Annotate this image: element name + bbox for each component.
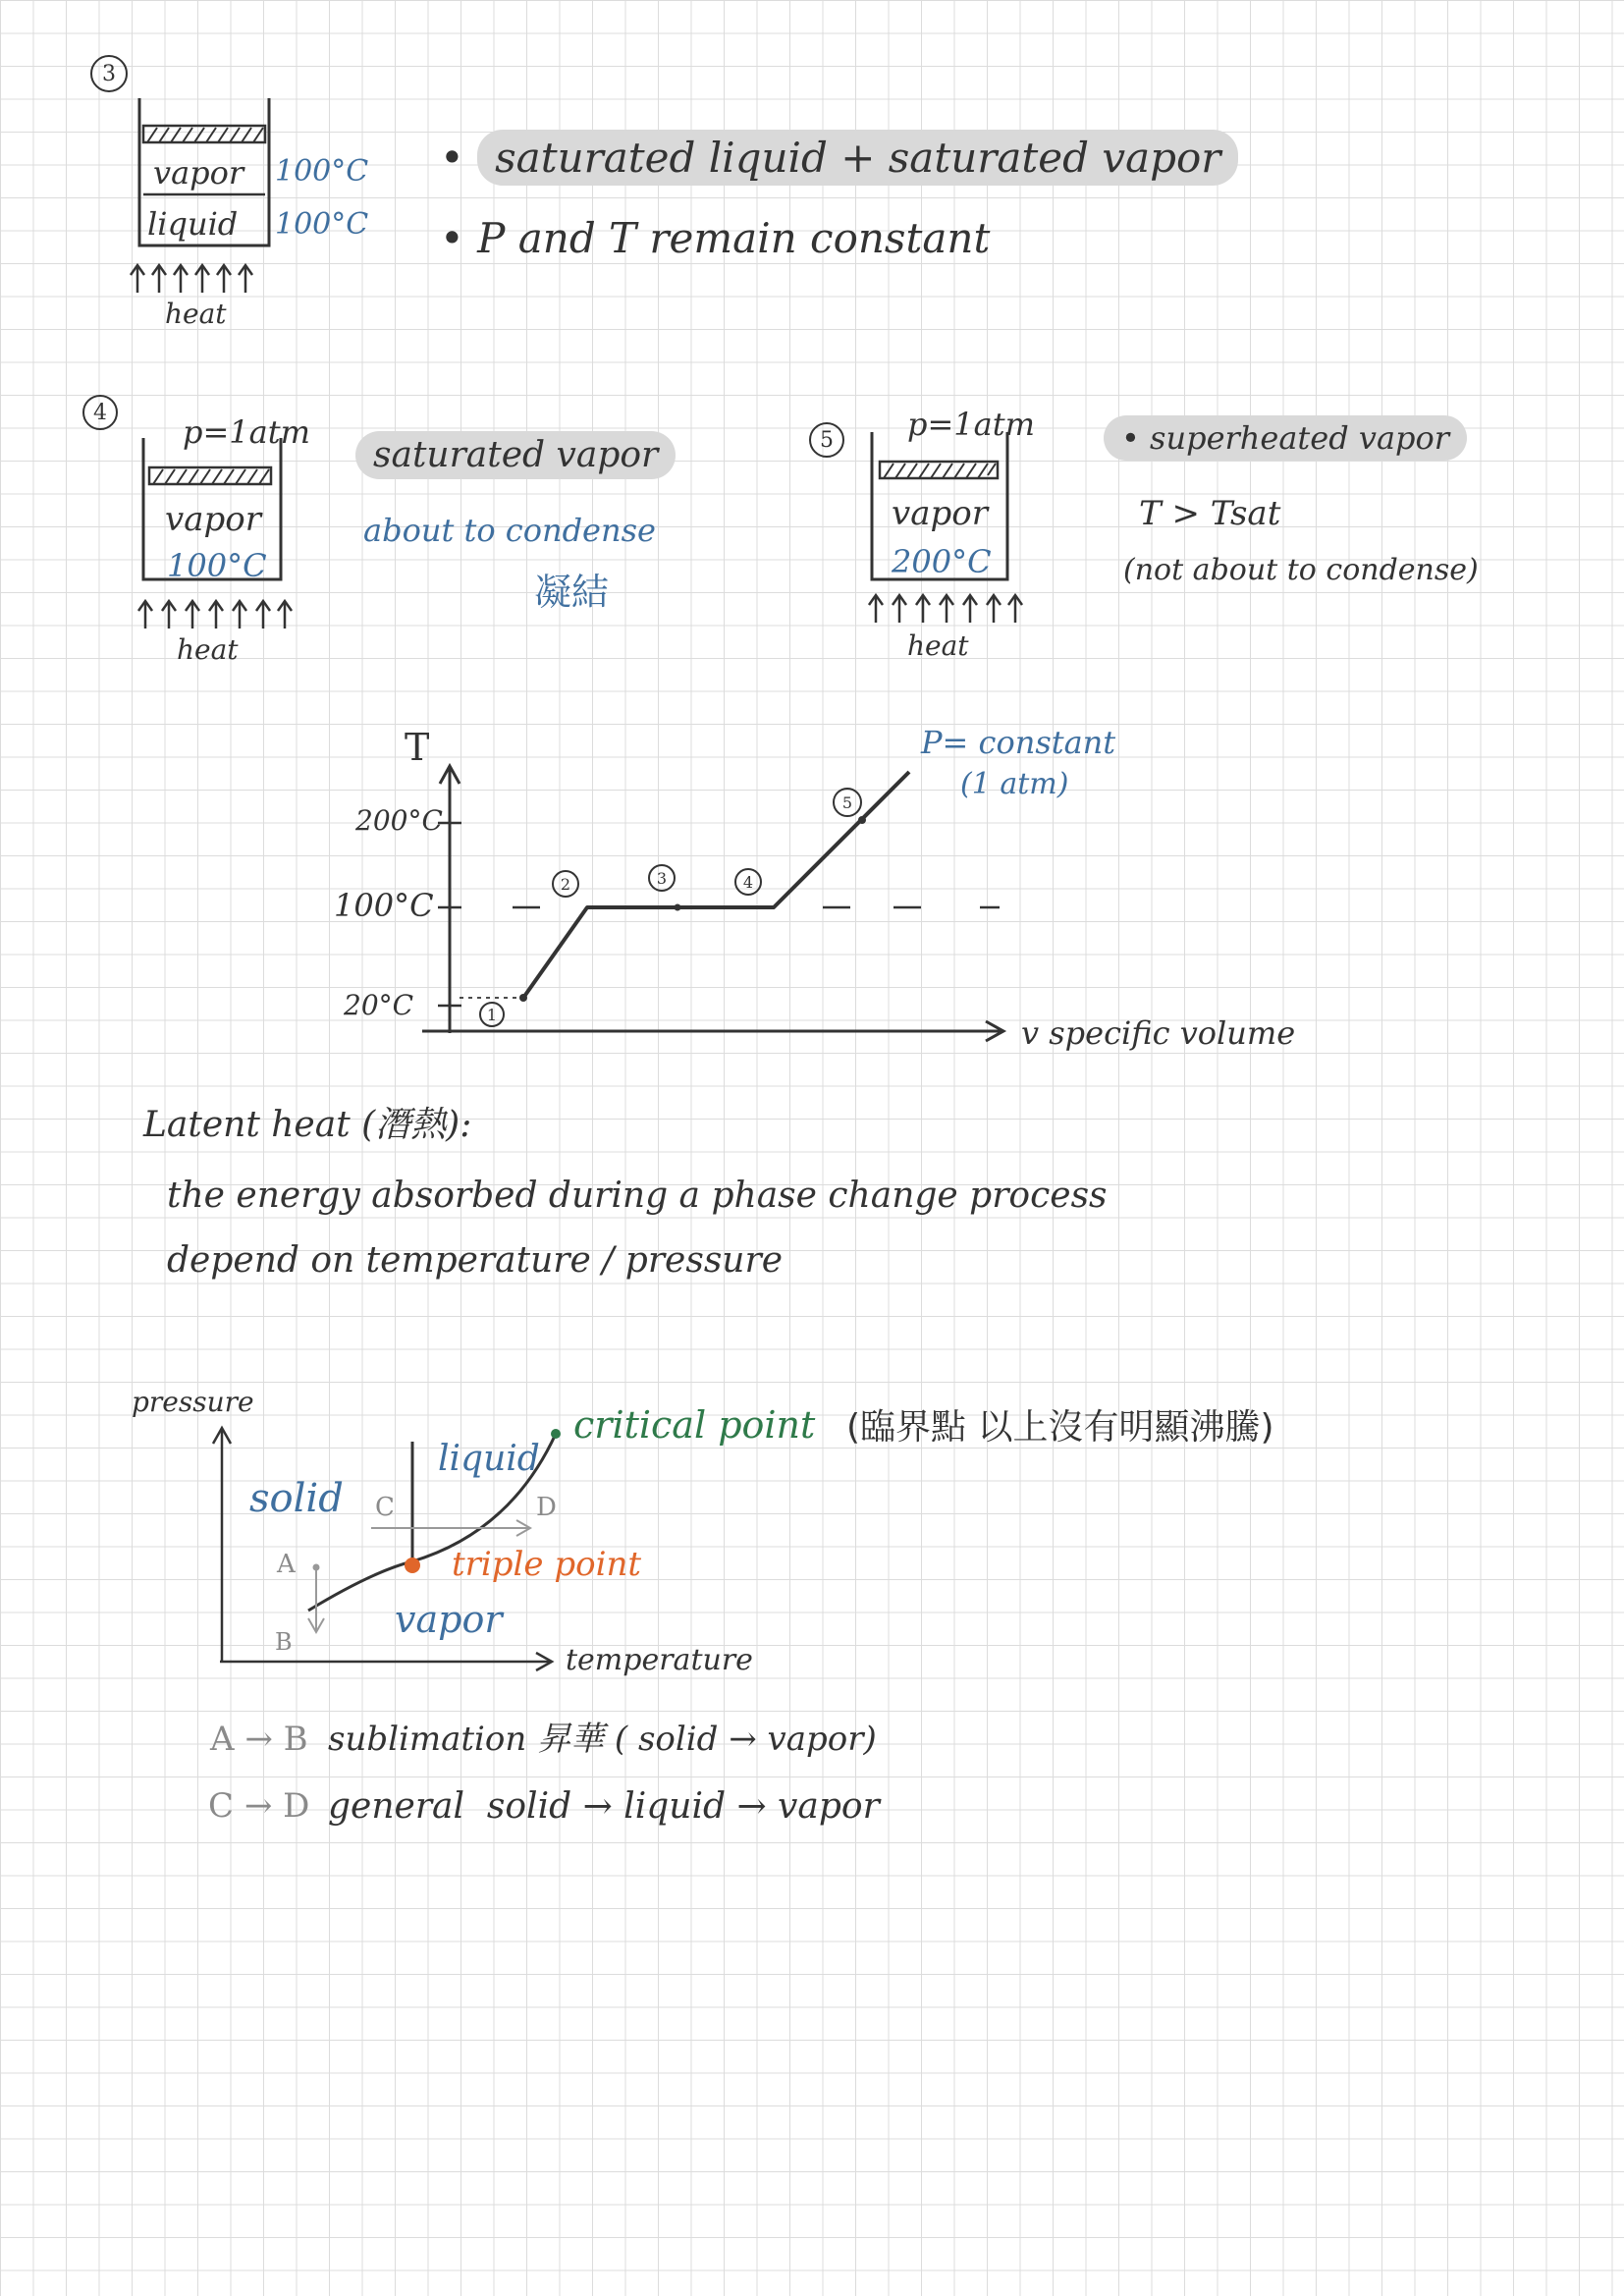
section4-vapor-label: vapor <box>165 500 261 539</box>
section4-note: about to condense <box>363 512 656 549</box>
phase-triple-point-label: triple point <box>452 1545 642 1584</box>
section-number-5: 5 <box>809 422 844 458</box>
section3-bullet-2-text: P and T remain constant <box>477 214 991 262</box>
tv-tick-20: 20°C <box>344 989 414 1021</box>
tv-curve-label-2: (1 atm) <box>960 767 1069 801</box>
process-ab-text: sublimation 昇華 ( solid → vapor) <box>328 1720 877 1759</box>
phase-triple-point <box>405 1558 420 1573</box>
phase-solid-label: solid <box>249 1476 344 1521</box>
section4-pressure: p=1atm <box>183 413 310 451</box>
tv-state-1: 1 <box>479 1002 505 1027</box>
tv-state-3: 3 <box>648 864 676 892</box>
tv-x-axis-label: v specific volume <box>1021 1014 1296 1052</box>
section4-heat-label: heat <box>177 633 239 666</box>
section3-vapor-temp: 100°C <box>275 154 369 189</box>
phase-point-b-label: B <box>275 1628 293 1656</box>
latent-heat-line-2: depend on temperature / pressure <box>167 1240 783 1281</box>
phase-critical-point-label: critical point <box>573 1403 816 1447</box>
section3-heat-label: heat <box>165 298 227 330</box>
section-number-4: 4 <box>82 395 118 430</box>
process-cd-text: general solid → liquid → vapor <box>328 1786 880 1827</box>
phase-vapor-label: vapor <box>395 1598 503 1641</box>
phase-point-d-label: D <box>536 1493 557 1522</box>
section3-liquid-label: liquid <box>147 205 239 243</box>
phase-x-axis-label: temperature <box>566 1643 753 1677</box>
tv-tick-200: 200°C <box>355 804 443 837</box>
section5-note: (not about to condense) <box>1123 553 1479 587</box>
phase-y-axis-label: pressure <box>132 1386 254 1418</box>
bullet-dot: • <box>440 214 478 262</box>
latent-heat-title: Latent heat (潛熱): <box>143 1105 472 1145</box>
section4-title-text: saturated vapor <box>355 431 676 479</box>
phase-point-c-label: C <box>375 1493 395 1522</box>
tv-y-axis-label: T <box>405 726 430 769</box>
tv-state-5: 5 <box>833 788 862 817</box>
section5-cond: T > Tsat <box>1139 494 1281 533</box>
section4-vapor-temp: 100°C <box>167 547 267 584</box>
phase-critical-point <box>551 1429 561 1439</box>
tv-state-4: 4 <box>734 868 762 896</box>
tv-state-2: 2 <box>552 870 579 898</box>
section5-pressure: p=1atm <box>907 406 1035 443</box>
tv-curve-label: P= constant <box>921 724 1116 761</box>
section5-vapor-label: vapor <box>892 494 988 533</box>
phase-point-a-label: A <box>277 1550 296 1579</box>
phase-critical-note: (臨界點 以上沒有明顯沸騰) <box>846 1407 1274 1448</box>
process-ab-label: A → B <box>210 1720 308 1759</box>
section3-vapor-label: vapor <box>153 154 244 191</box>
section4-note-zh: 凝結 <box>534 571 610 614</box>
section5-heat-label: heat <box>907 629 969 662</box>
section5-title-text: • superheated vapor <box>1104 415 1467 461</box>
phase-liquid-label: liquid <box>438 1439 540 1479</box>
section5-vapor-temp: 200°C <box>892 543 992 580</box>
section3-liquid-temp: 100°C <box>275 207 369 242</box>
process-cd-label: C → D <box>208 1786 310 1826</box>
section-number-3: 3 <box>90 55 128 92</box>
phase-point-a <box>313 1564 320 1571</box>
section3-bullet-1-text: saturated liquid + saturated vapor <box>477 130 1238 186</box>
bullet-dot: • <box>440 134 478 182</box>
latent-heat-line-1: the energy absorbed during a phase change process <box>167 1175 1108 1216</box>
tv-tick-100: 100°C <box>334 887 434 924</box>
